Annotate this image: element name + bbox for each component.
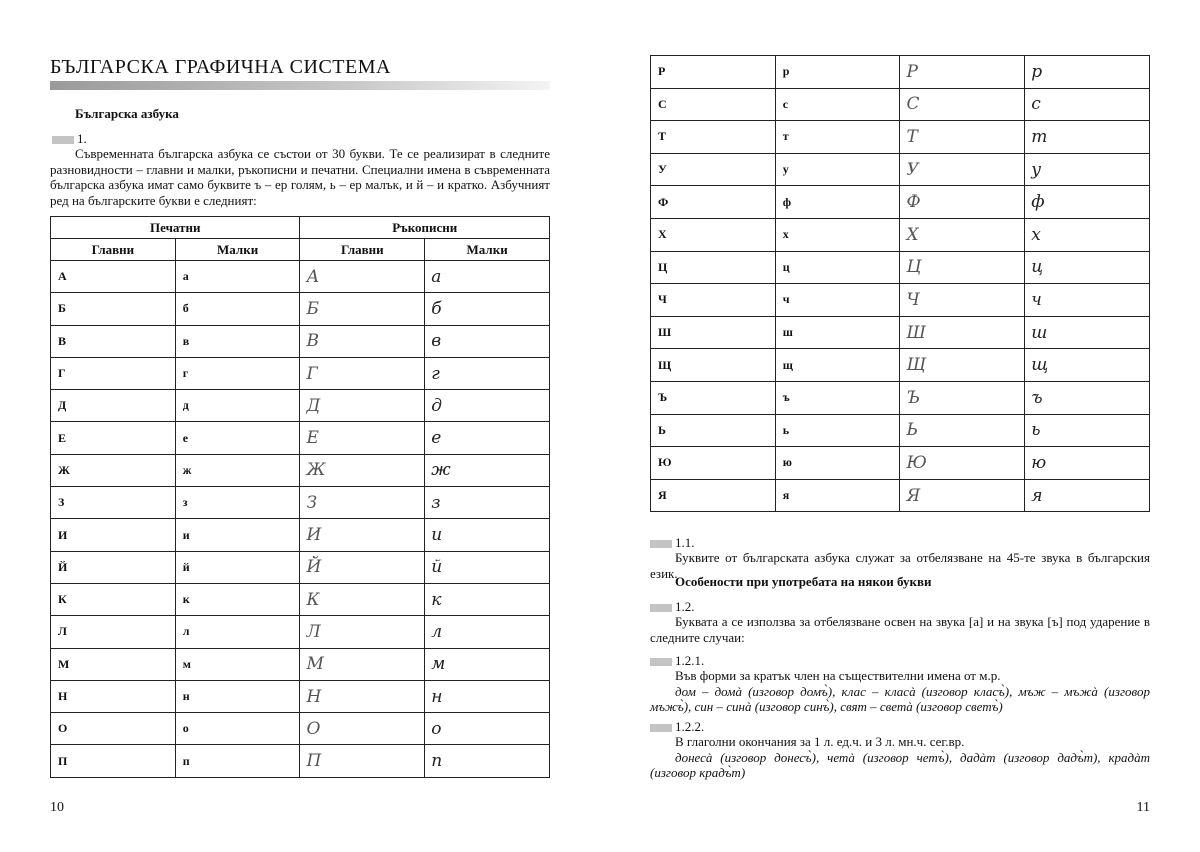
printed-capital-cell: И xyxy=(51,519,176,551)
handwritten-capital-cell: Х xyxy=(900,218,1025,251)
header-handwritten: Ръкописни xyxy=(300,217,550,239)
printed-capital-cell: Ъ xyxy=(651,381,776,414)
printed-capital-cell: А xyxy=(51,261,176,293)
alphabet-table-part2 xyxy=(650,55,1150,512)
handwritten-small-cell: ь xyxy=(1025,414,1150,447)
printed-capital-cell: Я xyxy=(651,479,776,512)
handwritten-capital-cell: Д xyxy=(300,390,425,422)
printed-capital-cell: Т xyxy=(651,121,776,154)
table-row xyxy=(51,422,550,454)
paragraph-number: 1.2. xyxy=(675,599,695,614)
printed-capital-cell: З xyxy=(51,487,176,519)
handwritten-small-cell: й xyxy=(425,551,550,583)
handwritten-capital-cell: К xyxy=(300,583,425,615)
handwritten-small-cell: с xyxy=(1025,88,1150,121)
paragraph-1 xyxy=(50,131,550,208)
handwritten-capital-cell: Н xyxy=(300,680,425,712)
handwritten-small-cell: б xyxy=(425,293,550,325)
header-printed: Печатни xyxy=(51,217,300,239)
handwritten-small-cell: о xyxy=(425,713,550,745)
table-row xyxy=(51,583,550,615)
printed-capital-cell: Й xyxy=(51,551,176,583)
paragraph-1-2-1 xyxy=(650,653,1150,715)
table-row xyxy=(51,713,550,745)
printed-small-cell: н xyxy=(175,680,300,712)
handwritten-capital-cell: Ъ xyxy=(900,381,1025,414)
table-row xyxy=(651,349,1150,382)
printed-small-cell: в xyxy=(175,325,300,357)
paragraph-examples: дом – домà (изговор домъ̀), клас – класà (изговор класъ̀), мъж – мъжà (изговор мъжъ̀), син – синà (изговор синъ̀), свят – светà (изговор светъ̀) xyxy=(650,683,1150,714)
table-row xyxy=(651,479,1150,512)
printed-small-cell: р xyxy=(775,56,900,89)
handwritten-capital-cell: З xyxy=(300,487,425,519)
handwritten-small-cell: ш xyxy=(1025,316,1150,349)
printed-capital-cell: Г xyxy=(51,357,176,389)
table-row xyxy=(51,616,550,648)
alphabet-table-part1 xyxy=(50,216,550,778)
printed-small-cell: з xyxy=(175,487,300,519)
handwritten-small-cell: ф xyxy=(1025,186,1150,219)
printed-small-cell: ю xyxy=(775,447,900,480)
paragraph-marker xyxy=(52,136,74,144)
table-row xyxy=(51,648,550,680)
printed-small-cell: я xyxy=(775,479,900,512)
handwritten-capital-cell: Т xyxy=(900,121,1025,154)
handwritten-capital-cell: Ч xyxy=(900,284,1025,317)
handwritten-small-cell: у xyxy=(1025,153,1150,186)
printed-small-cell: м xyxy=(175,648,300,680)
paragraph-1-2-2 xyxy=(650,719,1150,781)
paragraph-marker xyxy=(650,604,672,612)
printed-small-cell: т xyxy=(775,121,900,154)
subtitle: Българска азбука xyxy=(75,106,179,121)
printed-capital-cell: О xyxy=(51,713,176,745)
handwritten-capital-cell: У xyxy=(900,153,1025,186)
handwritten-capital-cell: Б xyxy=(300,293,425,325)
table-row xyxy=(51,551,550,583)
left-page xyxy=(50,0,550,852)
printed-small-cell: ь xyxy=(775,414,900,447)
printed-capital-cell: Н xyxy=(51,680,176,712)
table-row xyxy=(51,680,550,712)
table-row xyxy=(51,454,550,486)
table-row xyxy=(651,284,1150,317)
handwritten-capital-cell: Я xyxy=(900,479,1025,512)
printed-small-cell: х xyxy=(775,218,900,251)
header-capital: Главни xyxy=(51,239,176,261)
printed-capital-cell: Д xyxy=(51,390,176,422)
printed-capital-cell: Ч xyxy=(651,284,776,317)
handwritten-capital-cell: А xyxy=(300,261,425,293)
handwritten-capital-cell: Е xyxy=(300,422,425,454)
handwritten-capital-cell: Г xyxy=(300,357,425,389)
paragraph-text: Буквите от българската азбука служат за отбелязване на 45-те звука в българския език. xyxy=(650,550,1150,581)
handwritten-small-cell: д xyxy=(425,390,550,422)
table-row xyxy=(651,88,1150,121)
paragraph-text: В глаголни окончания за 1 л. ед.ч. и 3 л. мн.ч. сег.вр. xyxy=(675,734,965,749)
table-row xyxy=(51,390,550,422)
section-heading: Особености при употребата на някои букви xyxy=(675,574,932,589)
handwritten-small-cell: и xyxy=(425,519,550,551)
printed-capital-cell: Р xyxy=(651,56,776,89)
handwritten-small-cell: я xyxy=(1025,479,1150,512)
handwritten-capital-cell: И xyxy=(300,519,425,551)
paragraph-number: 1. xyxy=(77,131,87,146)
paragraph-1-2 xyxy=(650,599,1150,645)
handwritten-capital-cell: Р xyxy=(900,56,1025,89)
right-page xyxy=(650,0,1150,852)
paragraph-number: 1.2.1. xyxy=(675,653,705,668)
handwritten-small-cell: к xyxy=(425,583,550,615)
table-row xyxy=(51,487,550,519)
handwritten-capital-cell: О xyxy=(300,713,425,745)
table-row xyxy=(651,447,1150,480)
printed-capital-cell: П xyxy=(51,745,176,777)
printed-small-cell: ъ xyxy=(775,381,900,414)
paragraph-text: Съвременната българска азбука се състои от 30 букви. Те се реализират в следните разновидности – главни и малки, ръкописни и печатни. Специални имена в съвременната българска азбука имат само буквите ъ – ер голям, ь – ер малък, и й – и кратко. Азбучният ред на българските букви е следният: xyxy=(50,146,550,208)
table-row xyxy=(51,325,550,357)
printed-capital-cell: Ь xyxy=(651,414,776,447)
printed-capital-cell: В xyxy=(51,325,176,357)
table-row xyxy=(651,218,1150,251)
header-small: Малки xyxy=(425,239,550,261)
printed-small-cell: й xyxy=(175,551,300,583)
table-row xyxy=(651,121,1150,154)
printed-small-cell: ж xyxy=(175,454,300,486)
handwritten-capital-cell: Ь xyxy=(900,414,1025,447)
handwritten-capital-cell: Й xyxy=(300,551,425,583)
printed-small-cell: к xyxy=(175,583,300,615)
handwritten-small-cell: л xyxy=(425,616,550,648)
table-row xyxy=(651,56,1150,89)
printed-capital-cell: С xyxy=(651,88,776,121)
handwritten-capital-cell: Ш xyxy=(900,316,1025,349)
table-row xyxy=(51,293,550,325)
printed-capital-cell: К xyxy=(51,583,176,615)
printed-capital-cell: Б xyxy=(51,293,176,325)
printed-capital-cell: Ж xyxy=(51,454,176,486)
printed-small-cell: а xyxy=(175,261,300,293)
handwritten-small-cell: р xyxy=(1025,56,1150,89)
paragraph-text: Буквата а се използва за отбелязване освен на звука [а] и на звука [ъ] под ударение в следните случаи: xyxy=(650,614,1150,645)
handwritten-small-cell: т xyxy=(1025,121,1150,154)
handwritten-capital-cell: Щ xyxy=(900,349,1025,382)
printed-capital-cell: Щ xyxy=(651,349,776,382)
printed-small-cell: ш xyxy=(775,316,900,349)
printed-small-cell: и xyxy=(175,519,300,551)
printed-small-cell: л xyxy=(175,616,300,648)
handwritten-small-cell: в xyxy=(425,325,550,357)
table-row xyxy=(51,261,550,293)
table-row xyxy=(51,745,550,777)
paragraph-number: 1.1. xyxy=(675,535,695,550)
table-row xyxy=(651,381,1150,414)
header-small: Малки xyxy=(175,239,300,261)
handwritten-small-cell: н xyxy=(425,680,550,712)
printed-small-cell: с xyxy=(775,88,900,121)
handwritten-capital-cell: Ц xyxy=(900,251,1025,284)
paragraph-text: Във форми за кратък член на съществителни имена от м.р. xyxy=(675,668,1001,683)
printed-small-cell: ц xyxy=(775,251,900,284)
handwritten-capital-cell: М xyxy=(300,648,425,680)
handwritten-capital-cell: П xyxy=(300,745,425,777)
table-row xyxy=(651,316,1150,349)
page-number: 10 xyxy=(50,800,64,815)
page-number: 11 xyxy=(1136,800,1150,815)
handwritten-small-cell: п xyxy=(425,745,550,777)
table-row xyxy=(51,519,550,551)
table-row xyxy=(651,414,1150,447)
paragraph-number: 1.2.2. xyxy=(675,719,705,734)
printed-capital-cell: Л xyxy=(51,616,176,648)
title-gradient-bar xyxy=(50,81,550,90)
printed-small-cell: щ xyxy=(775,349,900,382)
printed-small-cell: д xyxy=(175,390,300,422)
header-capital: Главни xyxy=(300,239,425,261)
printed-small-cell: г xyxy=(175,357,300,389)
printed-capital-cell: М xyxy=(51,648,176,680)
paragraph-marker xyxy=(650,658,672,666)
handwritten-capital-cell: Л xyxy=(300,616,425,648)
paragraph-marker xyxy=(650,724,672,732)
printed-capital-cell: Ю xyxy=(651,447,776,480)
handwritten-small-cell: з xyxy=(425,487,550,519)
paragraph-marker xyxy=(650,540,672,548)
handwritten-capital-cell: Ю xyxy=(900,447,1025,480)
handwritten-capital-cell: Ф xyxy=(900,186,1025,219)
printed-capital-cell: У xyxy=(651,153,776,186)
printed-small-cell: ф xyxy=(775,186,900,219)
handwritten-capital-cell: Ж xyxy=(300,454,425,486)
printed-small-cell: п xyxy=(175,745,300,777)
printed-small-cell: о xyxy=(175,713,300,745)
printed-small-cell: у xyxy=(775,153,900,186)
table-row xyxy=(51,357,550,389)
handwritten-small-cell: щ xyxy=(1025,349,1150,382)
section-title: БЪЛГАРСКА ГРАФИЧНА СИСТЕМА xyxy=(50,56,391,78)
handwritten-capital-cell: С xyxy=(900,88,1025,121)
table-row xyxy=(651,153,1150,186)
paragraph-examples: донесà (изговор донесъ̀), четà (изговор четъ̀), дадàт (изговор дадъ̀т), крадàт (изговор крадъ̀т) xyxy=(650,749,1150,780)
handwritten-small-cell: ч xyxy=(1025,284,1150,317)
handwritten-small-cell: м xyxy=(425,648,550,680)
table-row xyxy=(651,251,1150,284)
printed-small-cell: е xyxy=(175,422,300,454)
printed-capital-cell: Ц xyxy=(651,251,776,284)
handwritten-small-cell: х xyxy=(1025,218,1150,251)
handwritten-small-cell: ъ xyxy=(1025,381,1150,414)
handwritten-small-cell: а xyxy=(425,261,550,293)
handwritten-small-cell: ю xyxy=(1025,447,1150,480)
table-row xyxy=(651,186,1150,219)
printed-small-cell: ч xyxy=(775,284,900,317)
handwritten-capital-cell: В xyxy=(300,325,425,357)
handwritten-small-cell: е xyxy=(425,422,550,454)
handwritten-small-cell: г xyxy=(425,357,550,389)
printed-small-cell: б xyxy=(175,293,300,325)
printed-capital-cell: Е xyxy=(51,422,176,454)
printed-capital-cell: Ф xyxy=(651,186,776,219)
handwritten-small-cell: ж xyxy=(425,454,550,486)
printed-capital-cell: Х xyxy=(651,218,776,251)
handwritten-small-cell: ц xyxy=(1025,251,1150,284)
printed-capital-cell: Ш xyxy=(651,316,776,349)
